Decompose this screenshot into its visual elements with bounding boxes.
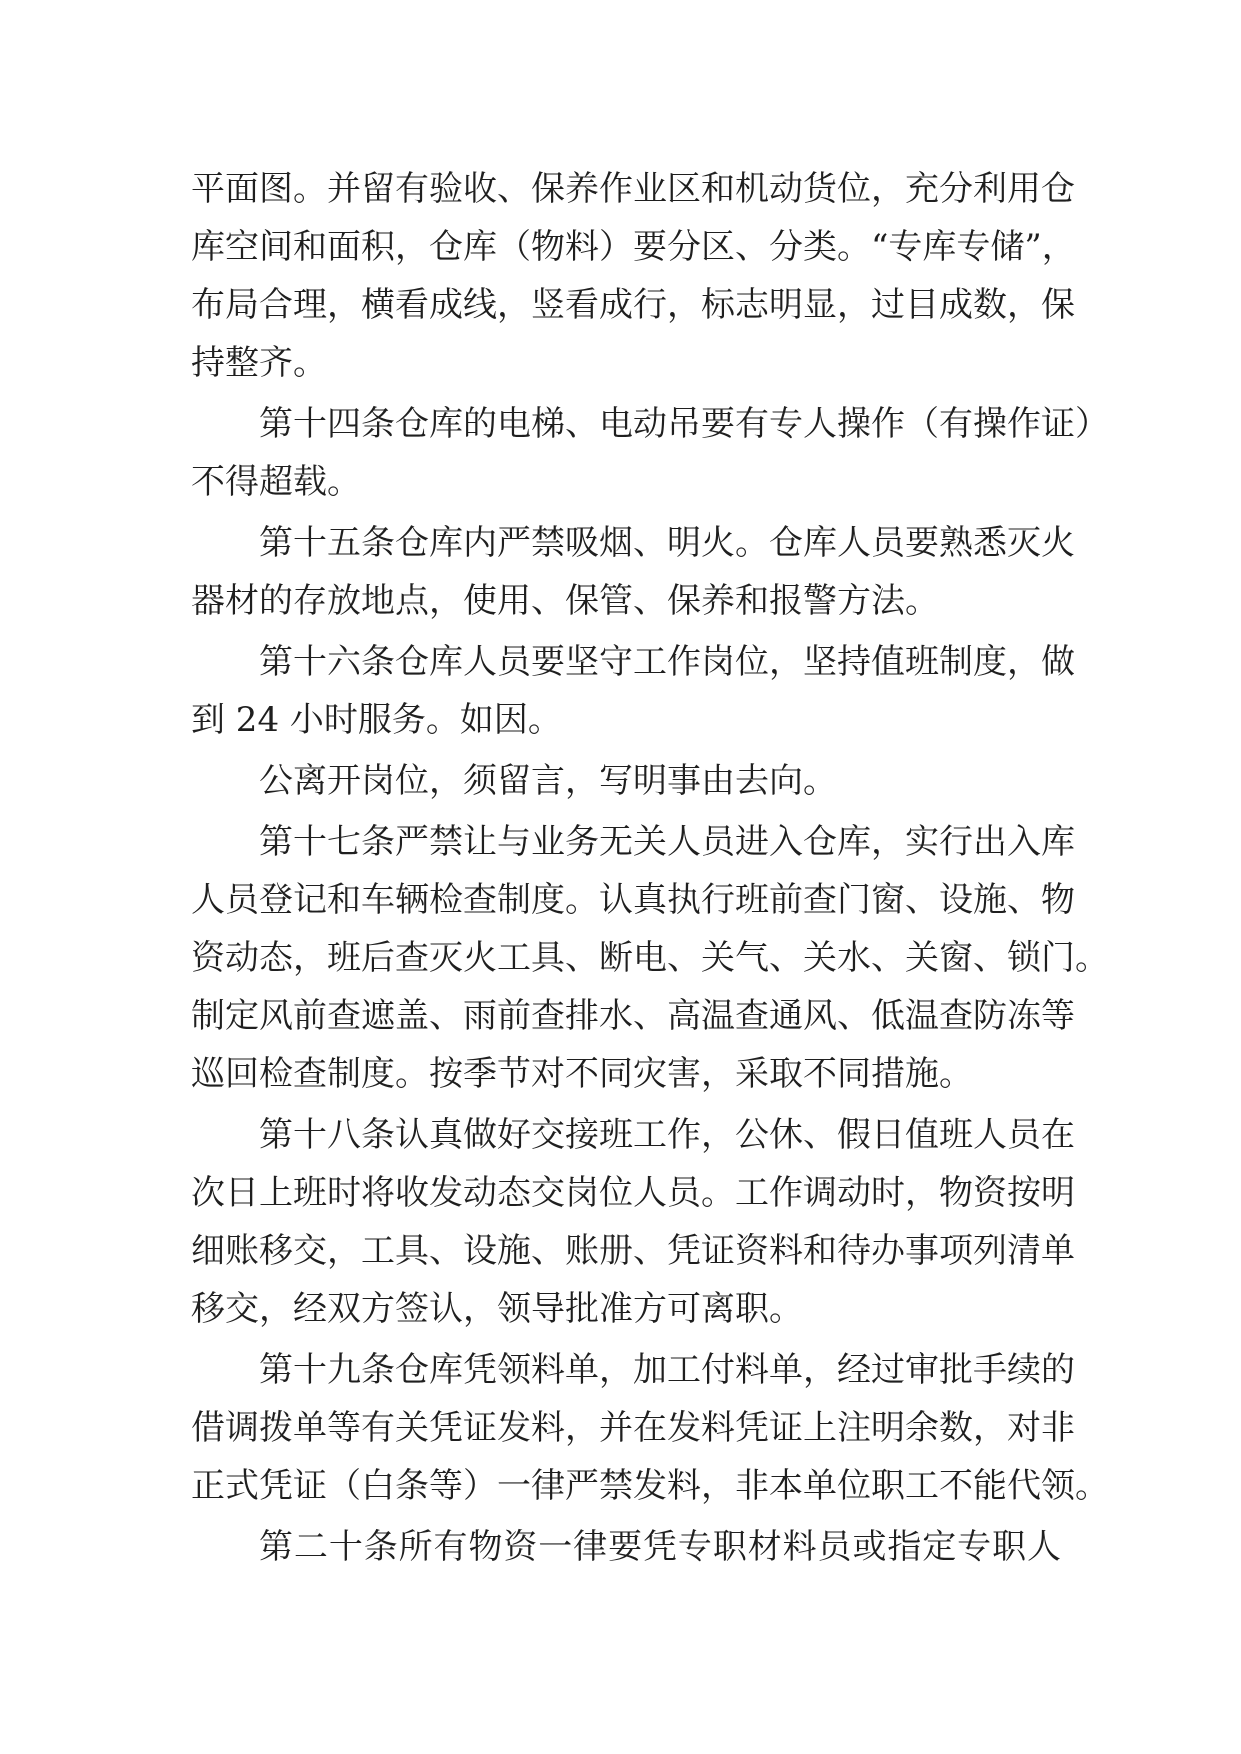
text-line: 第十四条仓库的电梯、电动吊要有专人操作（有操作证） bbox=[259, 404, 1109, 444]
text-line: 到 24 小时服务。如因。 bbox=[191, 700, 562, 740]
text-line: 借调拨单等有关凭证发料，并在发料凭证上注明余数，对非 bbox=[191, 1408, 1075, 1448]
text-line: 细账移交，工具、设施、账册、凭证资料和待办事项列清单 bbox=[191, 1231, 1075, 1271]
text-line: 库空间和面积，仓库（物料）要分区、分类。“专库专储”， bbox=[191, 227, 1076, 267]
text-line: 巡回检查制度。按季节对不同灾害，采取不同措施。 bbox=[191, 1054, 973, 1094]
text-line: 不得超载。 bbox=[191, 462, 361, 502]
text-line: 平面图。并留有验收、保养作业区和机动货位，充分利用仓 bbox=[191, 169, 1075, 209]
text-line: 第十九条仓库凭领料单，加工付料单，经过审批手续的 bbox=[259, 1350, 1075, 1390]
text-line: 第十六条仓库人员要坚守工作岗位，坚持值班制度，做 bbox=[259, 642, 1075, 682]
text-line: 制定风前查遮盖、雨前查排水、高温查通风、低温查防冻等 bbox=[191, 996, 1075, 1036]
text-line: 布局合理，横看成线，竖看成行，标志明显，过目成数，保 bbox=[191, 285, 1075, 325]
text-line: 次日上班时将收发动态交岗位人员。工作调动时，物资按明 bbox=[191, 1173, 1075, 1213]
text-line: 第十五条仓库内严禁吸烟、明火。仓库人员要熟悉灭火 bbox=[259, 523, 1075, 563]
text-line: 人员登记和车辆检查制度。认真执行班前查门窗、设施、物 bbox=[191, 880, 1075, 920]
text-line: 公离开岗位，须留言，写明事由去向。 bbox=[259, 761, 837, 801]
text-line: 持整齐。 bbox=[191, 343, 327, 383]
text-line: 第二十条所有物资一律要凭专职材料员或指定专职人 bbox=[259, 1527, 1061, 1567]
text-line: 器材的存放地点，使用、保管、保养和报警方法。 bbox=[191, 581, 939, 621]
text-line: 资动态，班后查灭火工具、断电、关气、关水、关窗、锁门。 bbox=[191, 938, 1109, 978]
text-line: 移交，经双方签认，领导批准方可离职。 bbox=[191, 1289, 803, 1329]
text-line: 正式凭证（白条等）一律严禁发料，非本单位职工不能代领。 bbox=[191, 1466, 1109, 1506]
text-line: 第十八条认真做好交接班工作，公休、假日值班人员在 bbox=[259, 1115, 1075, 1155]
text-line: 第十七条严禁让与业务无关人员进入仓库，实行出入库 bbox=[259, 822, 1075, 862]
